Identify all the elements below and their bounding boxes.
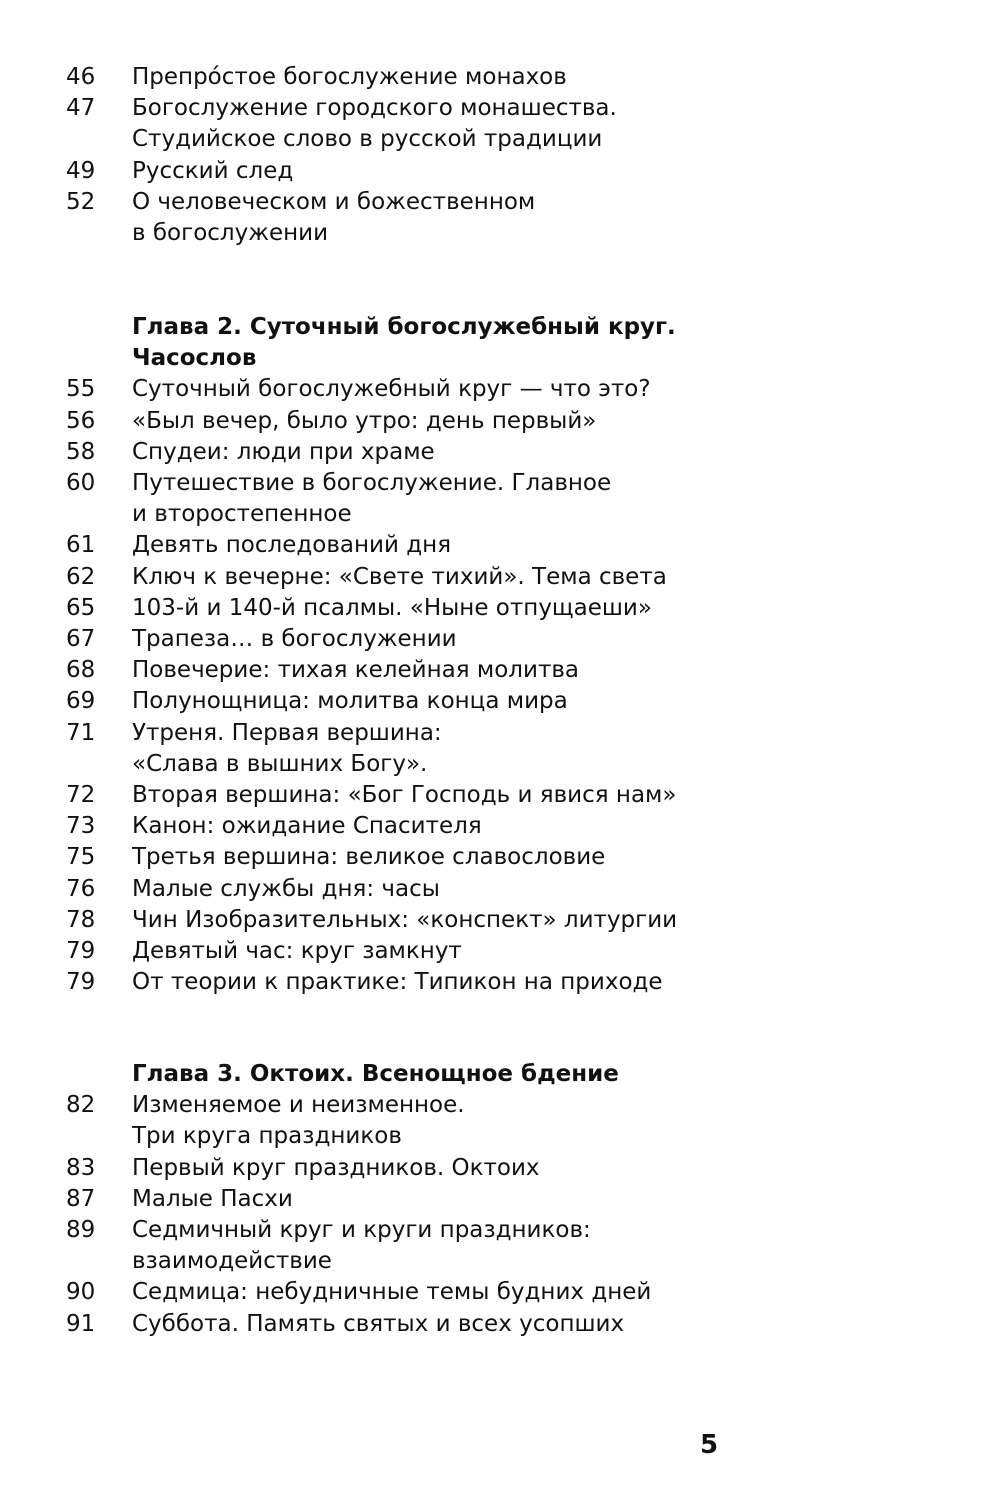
toc-entry [0,811,1000,842]
toc-page-number: 90 [66,1279,96,1306]
toc-title [132,905,752,936]
toc-title [132,1184,752,1215]
chapter-heading-line: Глава 3. Октоих. Всенощное бдение [132,1061,619,1087]
chapter-heading-line: Часослов [132,345,257,372]
toc-title-line: Утреня. Первая вершина: [132,719,442,746]
toc-title [132,1309,752,1340]
toc-title-line: в богослужении [132,220,329,247]
toc-title-line: Три круга праздников [132,1123,402,1150]
toc-page-number: 78 [66,906,96,933]
toc-entry [0,187,1000,249]
toc-entry [0,1277,1000,1308]
toc-title [132,1277,752,1308]
toc-section-3 [0,1059,1000,1340]
toc-title-line: Первый круг праздников. Октоих [132,1154,540,1181]
toc-title-line: О человеческом и божественном [132,188,536,215]
toc-page-number: 56 [66,407,96,434]
toc-title [132,967,752,998]
toc-title [132,874,752,905]
toc-page-number: 55 [66,376,96,403]
toc-title-line: 103-й и 140-й псалмы. «Ныне отпущаеши» [132,594,652,621]
toc-title [132,811,752,842]
toc-entry [0,437,1000,468]
toc-title-line: Девять последований дня [132,532,452,559]
toc-page-number: 46 [66,64,96,90]
toc-title-line: «Слава в вышних Богу». [132,750,428,777]
toc-title [132,842,752,873]
toc-entry [0,842,1000,873]
toc-entry [0,593,1000,624]
toc-title [132,624,752,655]
toc-entry [0,967,1000,998]
toc-title-line: Малые службы дня: часы [132,875,440,902]
page-number: 5 [700,1430,719,1460]
toc-title-line: Третья вершина: великое славословие [132,844,606,871]
toc-entry [0,62,1000,93]
toc-page-number: 76 [66,875,96,902]
toc-page-number: 71 [66,719,96,746]
toc-title-line: Трапеза… в богослужении [132,626,457,653]
toc-page-number: 58 [66,438,96,465]
toc-title [132,187,752,249]
toc-entry [0,468,1000,530]
toc-page-number: 79 [66,969,96,996]
toc-title-line: Малые Пасхи [132,1185,293,1212]
toc-title [132,93,752,155]
toc-page-number: 87 [66,1185,96,1212]
toc-section-2 [0,312,1000,998]
toc-entry [0,562,1000,593]
toc-title-line: Путешествие в богослужение. Главное [132,470,612,497]
toc-entry [0,1215,1000,1277]
toc-title-line: Повечерие: тихая келейная молитва [132,657,580,684]
toc-page-number: 68 [66,657,96,684]
toc-page-number: 72 [66,782,96,809]
toc-title-line: Чин Изобразительных: «конспект» литургии [132,906,678,933]
toc-title-line: Русский след [132,157,294,184]
toc-title-line: Суббота. Память святых и всех усопших [132,1310,625,1337]
toc-title [132,406,752,437]
toc-title [132,156,752,187]
toc-page-number: 83 [66,1154,96,1181]
toc-entry [0,655,1000,686]
toc-title [132,1215,752,1277]
toc-page-number: 60 [66,470,96,497]
toc-page-number: 79 [66,938,96,965]
toc-entry [0,686,1000,717]
toc-entry [0,874,1000,905]
toc-title-line: и второстепенное [132,501,352,528]
toc-title-line: Вторая вершина: «Бог Господь и явися нам» [132,782,677,809]
toc-title-line: Канон: ожидание Спасителя [132,813,482,840]
toc-entry [0,530,1000,561]
toc-page-number: 89 [66,1217,96,1244]
toc-title [132,936,752,967]
toc-entry [0,780,1000,811]
toc-title [132,780,752,811]
toc-entry [0,936,1000,967]
toc-entry [0,1153,1000,1184]
toc-entry [0,1184,1000,1215]
toc-entry [0,1309,1000,1340]
toc-page-number: 73 [66,813,96,840]
toc-title-line: взаимодействие [132,1248,332,1275]
toc-title [132,718,752,780]
toc-title [132,374,752,405]
toc-page-number: 65 [66,594,96,621]
toc-title [132,655,752,686]
toc-title-line: Богослужение городского монашества. [132,95,617,122]
toc-title [132,593,752,624]
toc-page-number: 52 [66,188,96,215]
toc-title-line: Студийское слово в русской традиции [132,126,603,153]
toc-title-line: Полунощница: молитва конца мира [132,688,568,715]
toc-entry [0,156,1000,187]
toc-title [132,686,752,717]
toc-title [132,562,752,593]
toc-page-number: 67 [66,626,96,653]
toc-page-number: 91 [66,1310,96,1337]
toc-page-number: 69 [66,688,96,715]
toc-title [132,437,752,468]
toc-title-line: Суточный богослужебный круг — что это? [132,376,651,403]
toc-entry [0,1090,1000,1152]
toc-title-line: Спудеи: люди при храме [132,438,435,465]
toc-title [132,468,752,530]
toc-title [132,530,752,561]
toc-page-number: 47 [66,95,96,122]
toc-page-number: 75 [66,844,96,871]
toc-page-number: 61 [66,532,96,559]
toc-title [132,1153,752,1184]
toc-title-line: Седмичный круг и круги праздников: [132,1217,591,1244]
toc-entry [0,93,1000,155]
toc-title-line: «Был вечер, было утро: день первый» [132,407,597,434]
toc-entry [0,406,1000,437]
toc-section-1 [0,62,1000,249]
toc-entry [0,718,1000,780]
toc-entry [0,624,1000,655]
toc-entry [0,374,1000,405]
toc-title-line: Седмица: небудничные темы будних дней [132,1279,652,1306]
chapter-heading [0,312,1000,374]
toc-page-number: 82 [66,1092,96,1119]
toc-title [132,62,752,93]
toc-title-line: От теории к практике: Типикон на приходе [132,969,663,996]
chapter-heading [0,1059,1000,1090]
toc-title-line: Препро́стое богослужение монахов [132,64,567,90]
toc-title-line: Девятый час: круг замкнут [132,938,462,965]
chapter-heading-line: Глава 2. Суточный богослужебный круг. [132,314,676,340]
toc-title [132,1090,752,1152]
toc-title-line: Ключ к вечерне: «Свете тихий». Тема света [132,563,667,590]
toc-title-line: Изменяемое и неизменное. [132,1092,465,1119]
toc-entry [0,905,1000,936]
toc-page-number: 49 [66,157,96,184]
toc-page-number: 62 [66,563,96,590]
